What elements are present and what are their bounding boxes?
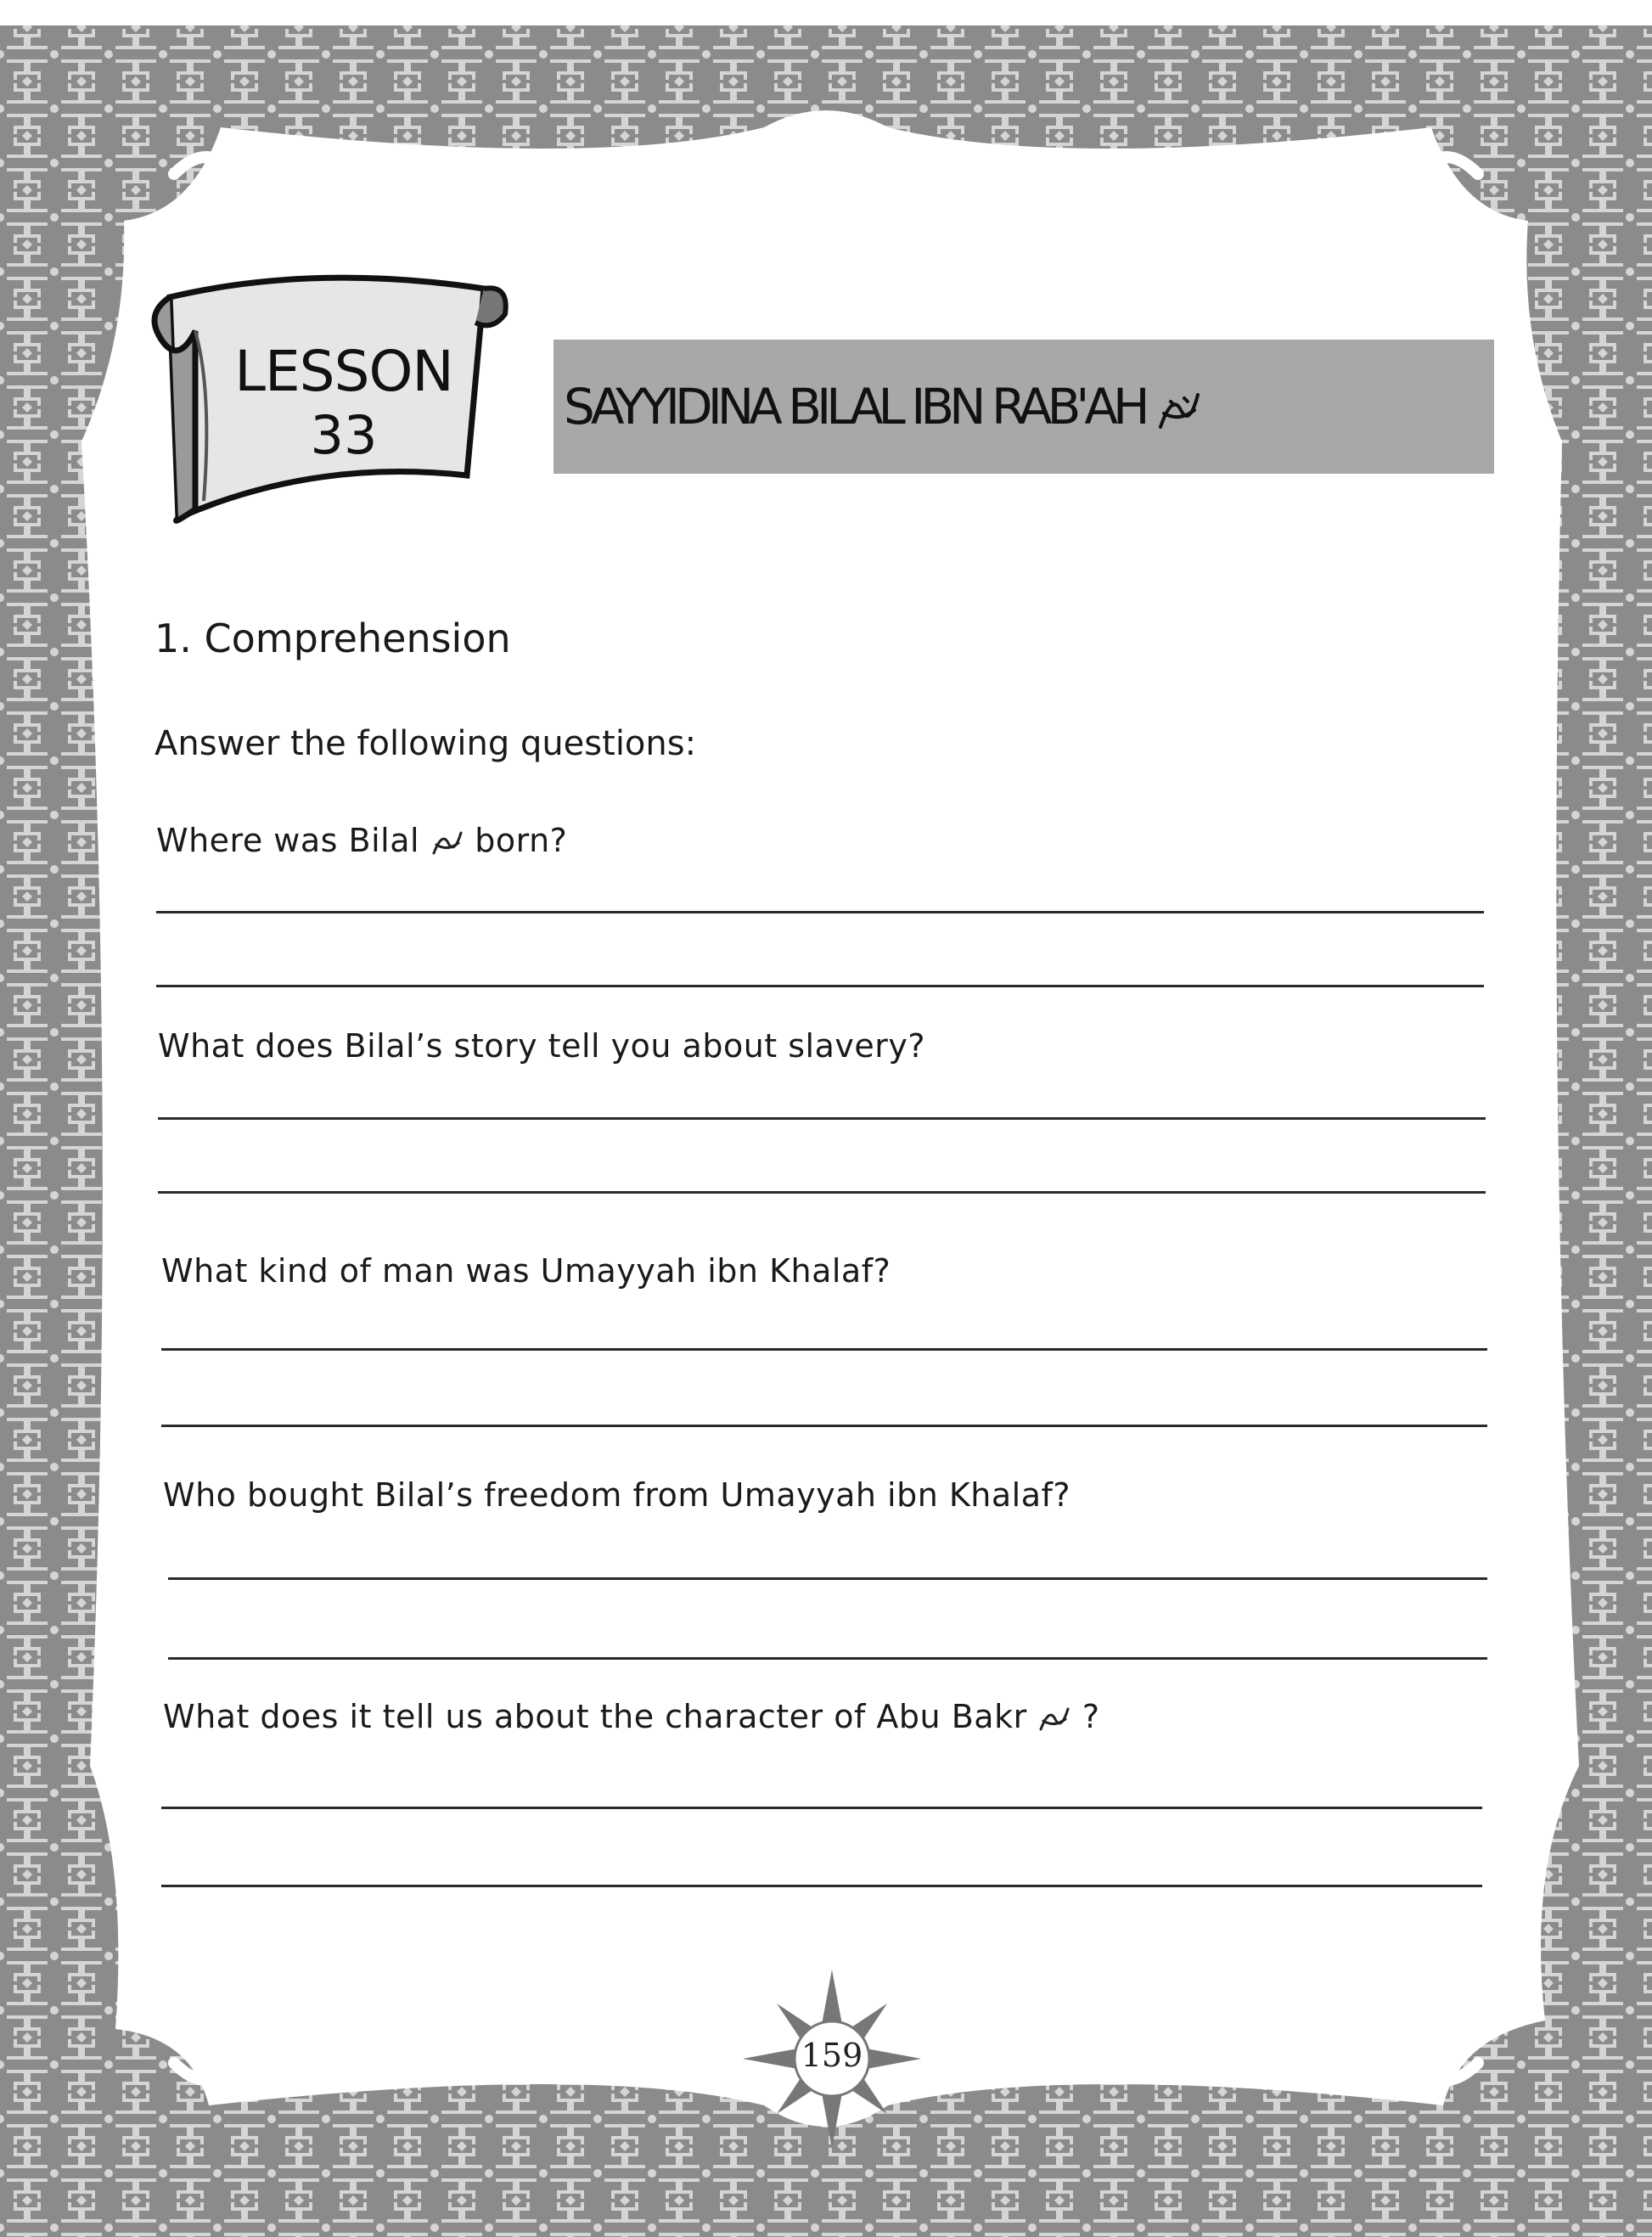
page-title-text: SAYYIDINA BILAL IBN RAB'AH — [564, 378, 1145, 436]
page-number: 159 — [801, 2037, 863, 2074]
question-text: Who bought Bilal’s freedom from Umayyah ibn Khalaf? — [163, 1476, 1071, 1514]
answer-line[interactable] — [161, 1425, 1487, 1427]
question-4 — [163, 1476, 1070, 1515]
page-number-ornament — [743, 1970, 921, 2148]
honorific-calligraphy-icon — [430, 826, 464, 860]
page-title — [564, 378, 1203, 436]
title-bar — [553, 340, 1494, 474]
answer-line[interactable] — [161, 1348, 1487, 1351]
question-text: What kind of man was Umayyah ibn Khalaf? — [161, 1252, 891, 1290]
instructions: Answer the following questions: — [155, 724, 697, 763]
honorific-calligraphy-icon — [1037, 1702, 1071, 1736]
answer-line[interactable] — [158, 1117, 1486, 1120]
question-text: Where was Bilal — [156, 822, 420, 859]
lesson-number: 33 — [310, 404, 378, 466]
answer-line[interactable] — [158, 1191, 1486, 1194]
question-1 — [156, 822, 567, 861]
question-text-end: ? — [1082, 1698, 1100, 1735]
answer-line[interactable] — [168, 1657, 1487, 1660]
answer-line[interactable] — [168, 1577, 1487, 1580]
question-3 — [161, 1252, 891, 1291]
question-5 — [163, 1698, 1100, 1737]
question-text: What does Bilal’s story tell you about slavery? — [158, 1027, 926, 1065]
question-2 — [158, 1027, 925, 1066]
section-heading: 1. Comprehension — [155, 615, 511, 661]
answer-line[interactable] — [161, 1807, 1482, 1809]
answer-line[interactable] — [156, 985, 1484, 987]
answer-line[interactable] — [161, 1885, 1482, 1887]
question-text-end: born? — [475, 822, 568, 859]
honorific-calligraphy-icon — [1155, 385, 1203, 436]
answer-line[interactable] — [156, 911, 1484, 913]
question-text: What does it tell us about the character of Abu Bakr — [163, 1698, 1027, 1735]
lesson-badge — [144, 263, 518, 543]
lesson-word: LESSON — [234, 339, 453, 404]
